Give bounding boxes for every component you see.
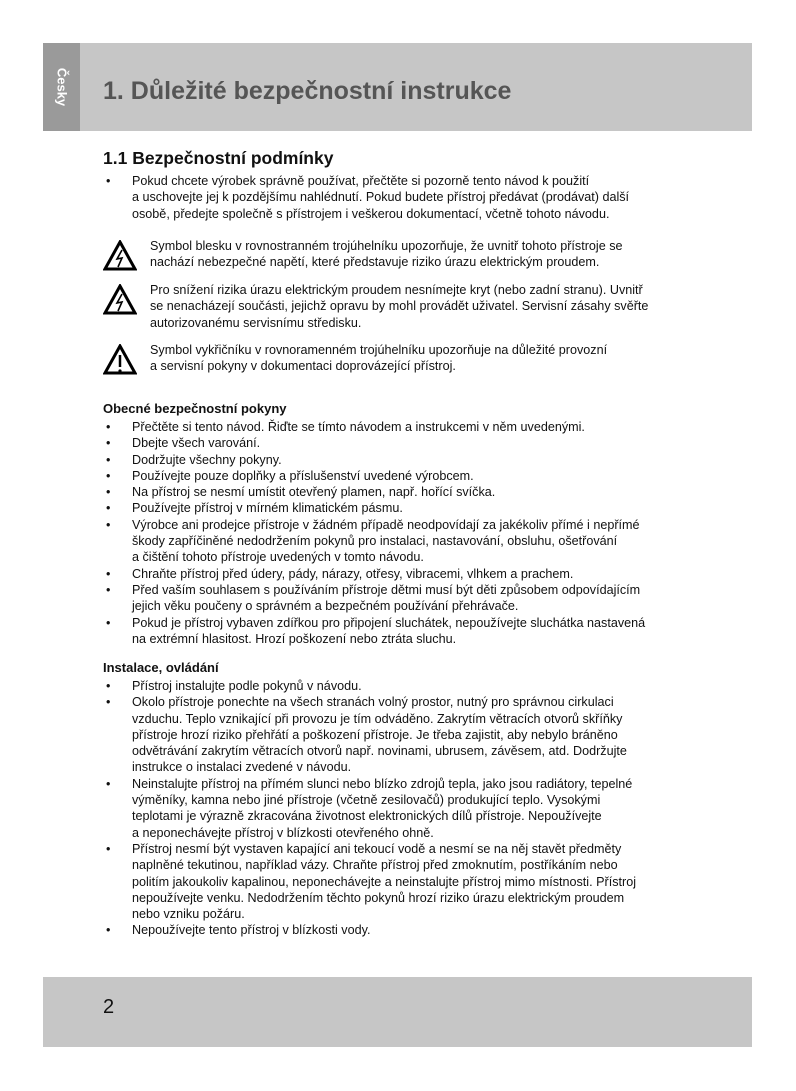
text-line: se nenacházejí součásti, jejichž opravu by mohl provádět uživatel. Servisní zásahy svěřte <box>150 299 649 314</box>
text-line: jejich věku poučeny o správném a bezpečném používání přehrávače. <box>132 599 519 614</box>
bullet: • <box>106 420 111 434</box>
text-line: škody zapříčiněné nedodržením pokynů pro instalaci, nastavování, obsluhu, ošetřování <box>132 534 618 549</box>
bullet: • <box>106 566 111 581</box>
installation-heading: Instalace, ovládání <box>103 660 219 675</box>
list-item <box>106 776 636 841</box>
list-item <box>106 419 645 435</box>
text-line: a uschovejte jej k pozdějšímu nahlédnutí. Pokud budete přístroj předávat (prodávat) další <box>132 190 630 205</box>
bullet: • <box>106 695 111 710</box>
section-heading: 1.1 Bezpečnostní podmínky <box>103 148 334 168</box>
text-line: osobě, předejte společně s přístrojem i veškerou dokumentací, včetně tohoto návodu. <box>132 206 610 221</box>
bullet: • <box>106 923 111 938</box>
bullet: • <box>106 517 111 532</box>
footer-band <box>43 977 752 1047</box>
language-tab <box>43 43 80 131</box>
installation-list <box>106 678 636 939</box>
text-line: Okolo přístroje ponechte na všech stranách volný prostor, nutný pro správnou cirkulaci <box>132 695 614 710</box>
list-item <box>106 615 645 648</box>
page-number: 2 <box>103 996 115 1018</box>
warning-note <box>103 282 648 331</box>
text-line: politím jakoukoliv kapalinou, neponechávejte a neinstalujte přístroj mimo místnosti. Přístroj <box>132 874 636 889</box>
list-item <box>106 678 636 694</box>
list-item <box>106 435 645 451</box>
text-line: nachází nebezpečné napětí, které představuje riziko úrazu elektrickým proudem. <box>150 255 600 270</box>
text-line: a čištění tohoto přístroje uvedených v tomto návodu. <box>132 550 424 565</box>
list-item <box>106 484 645 500</box>
text-line: Chraňte přístroj před údery, pády, nárazy, otřesy, vibracemi, vlhkem a prachem. <box>132 566 574 581</box>
text-line: Symbol blesku v rovnostranném trojúhelníku upozorňuje, že uvnitř tohoto přístroje se <box>150 239 623 253</box>
text-line: Přečtěte si tento návod. Řiďte se tímto návodem a instrukcemi v něm uvedenými. <box>132 420 585 434</box>
text-line: a neponechávejte přístroj v blízkosti otevřeného ohně. <box>132 825 434 840</box>
bullet: • <box>106 615 111 630</box>
list-item <box>106 694 636 775</box>
intro-list <box>106 173 629 222</box>
bullet: • <box>106 776 111 791</box>
list-item <box>106 582 645 615</box>
text-line: a servisní pokyny v dokumentaci doprovázející přístroj. <box>150 359 456 374</box>
list-item <box>106 566 645 582</box>
bullet: • <box>106 679 111 693</box>
list-item <box>106 500 645 516</box>
text-line: Před vaším souhlasem s používáním přístroje dětmi musí být děti způsobem odpovídajícím <box>132 582 641 597</box>
text-line: Přístroj instalujte podle pokynů v návodu. <box>132 679 362 693</box>
general-heading: Obecné bezpečnostní pokyny <box>103 401 287 416</box>
bullet: • <box>106 174 111 188</box>
list-item <box>106 517 645 566</box>
page-title: 1. Důležité bezpečnostní instrukce <box>103 77 512 105</box>
bullet: • <box>106 468 111 483</box>
text-line: výměníky, kamna nebo jiné přístroje (včetně zesilovačů) produkující teplo. Vysokými <box>132 793 601 808</box>
list-item <box>106 452 645 468</box>
general-list <box>106 419 645 647</box>
bullet: • <box>106 501 111 516</box>
text-line: instrukce o instalaci zvedené v návodu. <box>132 760 352 775</box>
bullet: • <box>106 582 111 597</box>
text-line: Dbejte všech varování. <box>132 436 261 451</box>
text-line: přístroje hrozí riziko přehřátí a poškození přístroje. Je třeba zajistit, aby nebylo bráněno <box>132 727 618 742</box>
bullet: • <box>106 452 111 467</box>
text-line: Dodržujte všechny pokyny. <box>132 452 282 467</box>
text-line: teplotami je výrazně zkracována životnost elektronických dílů přístroje. Nepoužívejte <box>132 809 602 824</box>
bullet: • <box>106 436 111 451</box>
list-item <box>106 173 629 222</box>
text-line: Používejte přístroj v mírném klimatickém pásmu. <box>132 501 403 516</box>
text-line: Pokud je přístroj vybaven zdířkou pro připojení sluchátek, nepoužívejte sluchátka nastavená <box>132 615 646 630</box>
text-line: Výrobce ani prodejce přístroje v žádném případě neodpovídají za jakékoliv přímé i nepřímé <box>132 517 640 532</box>
list-item <box>106 841 636 922</box>
text-line: nepoužívejte venku. Nedodržením těchto pokynů hrozí riziko úrazu elektrickým proudem <box>132 890 625 905</box>
bullet: • <box>106 841 111 856</box>
text-line: Používejte pouze doplňky a příslušenství uvedené výrobcem. <box>132 468 474 483</box>
text-line: Na přístroj se nesmí umístit otevřený plamen, např. hořící svíčka. <box>132 485 496 500</box>
text-line: na extrémní hlasitost. Hrozí poškození nebo ztráta sluchu. <box>132 631 457 646</box>
text-line: Pokud chcete výrobek správně používat, přečtěte si pozorně tento návod k použití <box>132 174 590 188</box>
text-line: Pro snížení rizika úrazu elektrickým proudem nesnímejte kryt (nebo zadní stranu). Uvnitř <box>150 283 643 297</box>
warning-note <box>103 238 623 271</box>
bullet: • <box>106 485 111 500</box>
list-item <box>106 922 636 938</box>
text-line: Nepoužívejte tento přístroj v blízkosti vody. <box>132 923 371 938</box>
text-line: naplněné tekutinou, například vázy. Chraňte přístroj před zmoknutím, postříkáním nebo <box>132 858 618 873</box>
text-line: Symbol vykřičníku v rovnoramenném trojúhelníku upozorňuje na důležité provozní <box>150 343 608 357</box>
text-line: Neinstalujte přístroj na přímém slunci nebo blízko zdrojů tepla, jako jsou radiátory, tepelné <box>132 776 633 791</box>
language-label: Česky <box>54 67 69 107</box>
text-line: vzduchu. Teplo vznikající při provozu je tím odváděno. Zakrytím větracích otvorů skříňky <box>132 711 623 726</box>
text-line: nebo vzniku požáru. <box>132 907 245 922</box>
list-item <box>106 468 645 484</box>
warning-note <box>103 342 607 375</box>
text-line: Přístroj nesmí být vystaven kapající ani tekoucí vodě a nesmí se na něj stavět předměty <box>132 841 622 856</box>
text-line: odvětrávání zakrytím větracích otvorů např. novinami, ubrusem, závěsem, atd. Dodržujte <box>132 744 627 759</box>
text-line: autorizovanému servisnímu středisku. <box>150 315 362 330</box>
